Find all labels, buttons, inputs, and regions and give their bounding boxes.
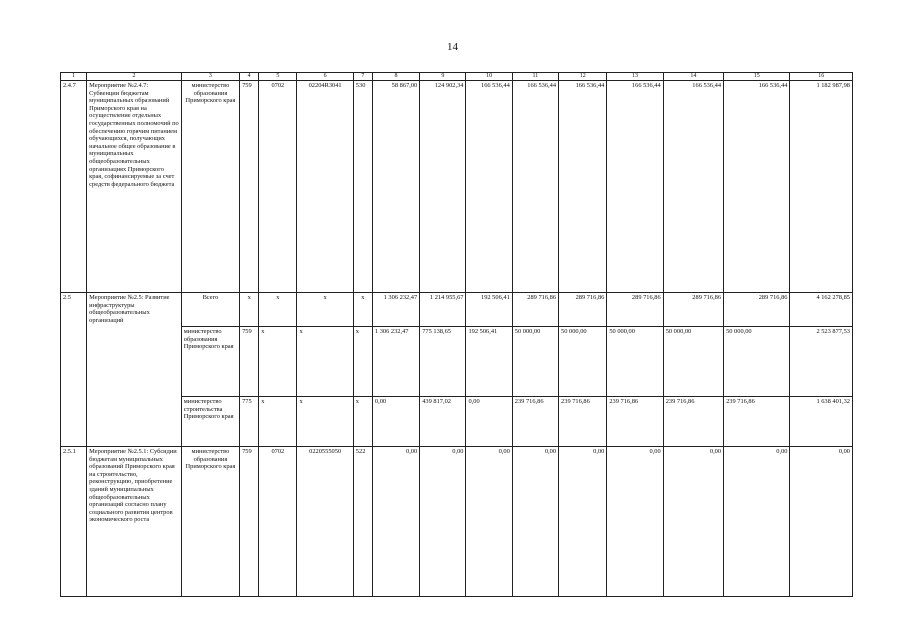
header-cell: 9 (420, 73, 466, 81)
cell-c8: 0,00 (372, 447, 419, 597)
cell-c13: 166 536,44 (607, 81, 663, 293)
header-cell: 15 (724, 73, 790, 81)
cell-c7: x (353, 327, 372, 397)
header-cell: 14 (663, 73, 723, 81)
cell-c13: 50 000,00 (607, 327, 663, 397)
row-name: Мероприятие №2.5: Развитие инфраструктуры общеобразовательных организаций (87, 293, 182, 447)
cell-c9: 439 817,02 (420, 397, 466, 447)
row-name: Мероприятие №2.5.1: Субсидии бюджетам муниципальных образований Приморского края на строительство, реконструкцию, приобретение зданий муниципальных общеобразовательных организаций согласно плану социального развития центров экономического роста (87, 447, 182, 597)
header-cell: 10 (466, 73, 512, 81)
row-executor: министерство образования Приморского края (181, 327, 239, 397)
cell-c4: 759 (240, 447, 259, 597)
cell-c7: 522 (353, 447, 372, 597)
cell-c10: 192 506,41 (466, 327, 512, 397)
cell-c9: 124 902,34 (420, 81, 466, 293)
cell-c5: x (259, 293, 297, 327)
cell-c12: 289 716,86 (559, 293, 607, 327)
cell-c16: 1 638 401,32 (790, 397, 853, 447)
cell-c16: 2 523 877,53 (790, 327, 853, 397)
header-cell: 6 (297, 73, 353, 81)
cell-c6: 0220555050 (297, 447, 353, 597)
cell-c14: 50 000,00 (663, 327, 723, 397)
cell-c15: 289 716,86 (724, 293, 790, 327)
row-executor: министерство строительства Приморского края (181, 397, 239, 447)
header-cell: 8 (372, 73, 419, 81)
cell-c8: 1 306 232,47 (372, 327, 419, 397)
page-number: 14 (447, 41, 458, 53)
header-cell: 3 (181, 73, 239, 81)
cell-c16: 1 182 987,98 (790, 81, 853, 293)
cell-c7: 530 (353, 81, 372, 293)
cell-c4: x (240, 293, 259, 327)
cell-c12: 166 536,44 (559, 81, 607, 293)
cell-c8: 1 306 232,47 (372, 293, 419, 327)
row-executor: Всего (181, 293, 239, 327)
row-code: 2.4.7 (61, 81, 87, 293)
cell-c4: 759 (240, 81, 259, 293)
header-cell: 11 (512, 73, 558, 81)
cell-c11: 166 536,44 (512, 81, 558, 293)
cell-c5: x (259, 397, 297, 447)
row-code: 2.5.1 (61, 447, 87, 597)
cell-c11: 50 000,00 (512, 327, 558, 397)
cell-c5: 0702 (259, 81, 297, 293)
row-code: 2.5 (61, 293, 87, 447)
cell-c16: 0,00 (790, 447, 853, 597)
header-cell: 5 (259, 73, 297, 81)
header-row (61, 73, 853, 81)
cell-c14: 289 716,86 (663, 293, 723, 327)
header-cell: 4 (240, 73, 259, 81)
table-row (61, 293, 853, 327)
cell-c15: 239 716,86 (724, 397, 790, 447)
cell-c11: 239 716,86 (512, 397, 558, 447)
table-row (61, 447, 853, 597)
cell-c9: 1 214 955,67 (420, 293, 466, 327)
cell-c4: 775 (240, 397, 259, 447)
program-table (60, 72, 853, 597)
header-cell: 12 (559, 73, 607, 81)
cell-c12: 239 716,86 (559, 397, 607, 447)
cell-c8: 0,00 (372, 397, 419, 447)
cell-c10: 192 506,41 (466, 293, 512, 327)
header-cell: 2 (87, 73, 182, 81)
cell-c14: 166 536,44 (663, 81, 723, 293)
cell-c7: x (353, 397, 372, 447)
cell-c7: x (353, 293, 372, 327)
cell-c10: 0,00 (466, 397, 512, 447)
cell-c8: 58 867,00 (372, 81, 419, 293)
cell-c13: 289 716,86 (607, 293, 663, 327)
cell-c9: 775 138,65 (420, 327, 466, 397)
cell-c5: x (259, 327, 297, 397)
cell-c6: 02204R3041 (297, 81, 353, 293)
cell-c14: 239 716,86 (663, 397, 723, 447)
row-name: Мероприятие №2.4.7: Субвенции бюджетам муниципальных образований Приморского края на осуществление отдельных государственных полномочий по обеспечению горячим питанием обучающихся, получающих начальное общее образование в муниципальных общеобразовательных организациях Приморского края, софинансируемые за счет средств федерального бюджета (87, 81, 182, 293)
header-cell: 1 (61, 73, 87, 81)
cell-c15: 0,00 (724, 447, 790, 597)
cell-c13: 239 716,86 (607, 397, 663, 447)
cell-c6: x (297, 397, 353, 447)
row-executor: министерство образования Приморского края (181, 81, 239, 293)
cell-c11: 0,00 (512, 447, 558, 597)
cell-c12: 50 000,00 (559, 327, 607, 397)
cell-c5: 0702 (259, 447, 297, 597)
cell-c10: 166 536,44 (466, 81, 512, 293)
cell-c10: 0,00 (466, 447, 512, 597)
cell-c15: 166 536,44 (724, 81, 790, 293)
cell-c9: 0,00 (420, 447, 466, 597)
header-cell: 13 (607, 73, 663, 81)
cell-c12: 0,00 (559, 447, 607, 597)
table-row (61, 81, 853, 293)
cell-c4: 759 (240, 327, 259, 397)
cell-c16: 4 162 278,85 (790, 293, 853, 327)
cell-c6: x (297, 293, 353, 327)
header-cell: 16 (790, 73, 853, 81)
cell-c14: 0,00 (663, 447, 723, 597)
header-cell: 7 (353, 73, 372, 81)
cell-c6: x (297, 327, 353, 397)
row-executor: министерство образования Приморского края (181, 447, 239, 597)
cell-c15: 50 000,00 (724, 327, 790, 397)
cell-c13: 0,00 (607, 447, 663, 597)
cell-c11: 289 716,86 (512, 293, 558, 327)
